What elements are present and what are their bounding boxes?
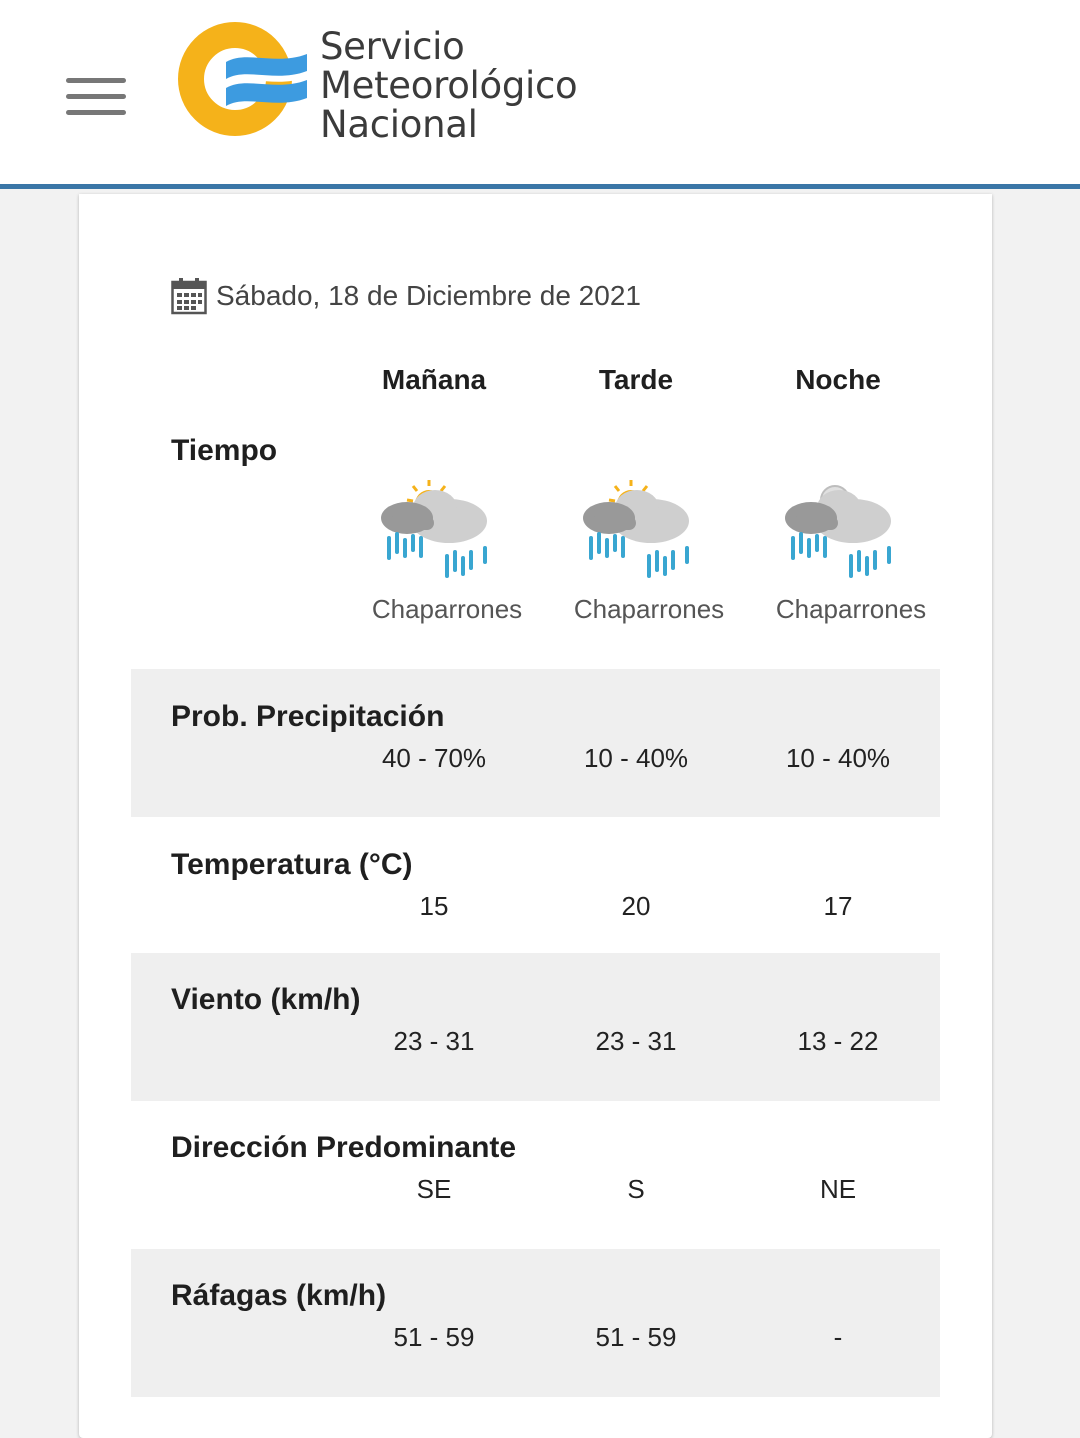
gusts-morning: 51 - 59 [393,1322,475,1352]
gusts-night: - [833,1322,843,1352]
period-header-night: Noche [795,364,881,395]
calendar-icon [171,277,207,315]
precipitation-afternoon: 10 - 40% [583,743,689,773]
precipitation-night: 10 - 40% [785,743,891,773]
wind-label: Viento (km/h) [171,983,361,1016]
direction-morning: SE [416,1174,452,1204]
menu-icon[interactable] [66,76,128,118]
weather-desc-night: Chaparrones [775,594,927,624]
temperature-night: 17 [823,891,853,921]
direction-afternoon: S [627,1174,645,1204]
temperature-afternoon: 20 [621,891,651,921]
logo-line-3: Nacional [320,103,478,146]
wind-morning: 23 - 31 [393,1026,475,1056]
period-header-afternoon: Tarde [598,364,674,395]
wind-afternoon: 23 - 31 [595,1026,677,1056]
logo-wordmark [320,27,577,144]
showers-day-icon [379,476,495,586]
weather-desc-afternoon: Chaparrones [573,594,725,624]
wind-night: 13 - 22 [797,1026,879,1056]
direction-label: Dirección Predominante [171,1131,517,1164]
showers-night-icon [783,476,899,586]
precipitation-morning: 40 - 70% [381,743,487,773]
logo-line-1: Servicio [320,25,465,68]
date-label: Sábado, 18 de Diciembre de 2021 [216,280,641,311]
weather-label: Tiempo [171,434,278,467]
app-header [0,0,1080,189]
forecast-card [79,194,992,1438]
direction-night: NE [819,1174,857,1204]
gusts-afternoon: 51 - 59 [595,1322,677,1352]
temperature-morning: 15 [419,891,449,921]
temperature-label: Temperatura (°C) [171,848,413,881]
forecast-date [171,276,641,316]
precipitation-label: Prob. Precipitación [171,700,445,733]
logo-line-2: Meteorológico [320,64,578,107]
weather-desc-morning: Chaparrones [371,594,523,624]
period-header-morning: Mañana [381,364,487,395]
smn-logo[interactable] [176,20,616,146]
smn-logo-mark-icon [176,20,311,138]
showers-day-icon [581,476,697,586]
gusts-label: Ráfagas (km/h) [171,1279,387,1312]
